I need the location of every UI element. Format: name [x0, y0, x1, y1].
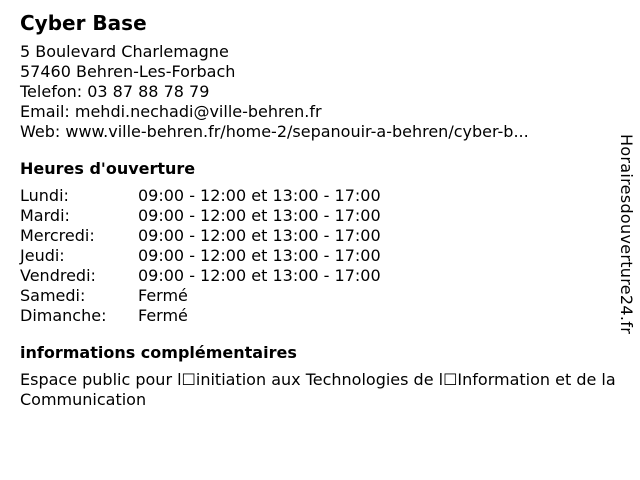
hours-time: Fermé — [138, 286, 188, 305]
opening-hours-table — [20, 186, 620, 326]
site-watermark: Horairesdouverture24.fr — [617, 134, 636, 335]
hours-row — [20, 306, 620, 326]
hours-time: 09:00 - 12:00 et 13:00 - 17:00 — [138, 266, 381, 285]
email-line: Email: mehdi.nechadi@ville-behren.fr — [20, 102, 322, 121]
address-street: 5 Boulevard Charlemagne — [20, 42, 229, 61]
hours-row — [20, 226, 620, 246]
hours-day: Vendredi: — [20, 266, 96, 285]
business-card — [20, 10, 620, 410]
hours-day: Jeudi: — [20, 246, 65, 265]
hours-day: Samedi: — [20, 286, 86, 305]
hours-time: 09:00 - 12:00 et 13:00 - 17:00 — [138, 246, 381, 265]
hours-row — [20, 206, 620, 226]
hours-day: Dimanche: — [20, 306, 107, 325]
hours-row — [20, 286, 620, 306]
web-line: Web: www.ville-behren.fr/home-2/sepanouir-a-behren/cyber-b... — [20, 122, 529, 141]
hours-day: Mercredi: — [20, 226, 95, 245]
business-name: Cyber Base — [20, 11, 147, 35]
hours-row — [20, 186, 620, 206]
hours-time: Fermé — [138, 306, 188, 325]
hours-time: 09:00 - 12:00 et 13:00 - 17:00 — [138, 186, 381, 205]
additional-info-text: Espace public pour l☐initiation aux Technologies de l☐Information et de la Communication — [20, 370, 616, 409]
hours-day: Mardi: — [20, 206, 70, 225]
hours-row — [20, 246, 620, 266]
opening-hours-heading: Heures d'ouverture — [20, 159, 196, 178]
phone-line: Telefon: 03 87 88 78 79 — [20, 82, 210, 101]
hours-day: Lundi: — [20, 186, 69, 205]
additional-info-heading: informations complémentaires — [20, 343, 297, 362]
hours-time: 09:00 - 12:00 et 13:00 - 17:00 — [138, 226, 381, 245]
address-city: 57460 Behren-Les-Forbach — [20, 62, 236, 81]
hours-row — [20, 266, 620, 286]
hours-time: 09:00 - 12:00 et 13:00 - 17:00 — [138, 206, 381, 225]
